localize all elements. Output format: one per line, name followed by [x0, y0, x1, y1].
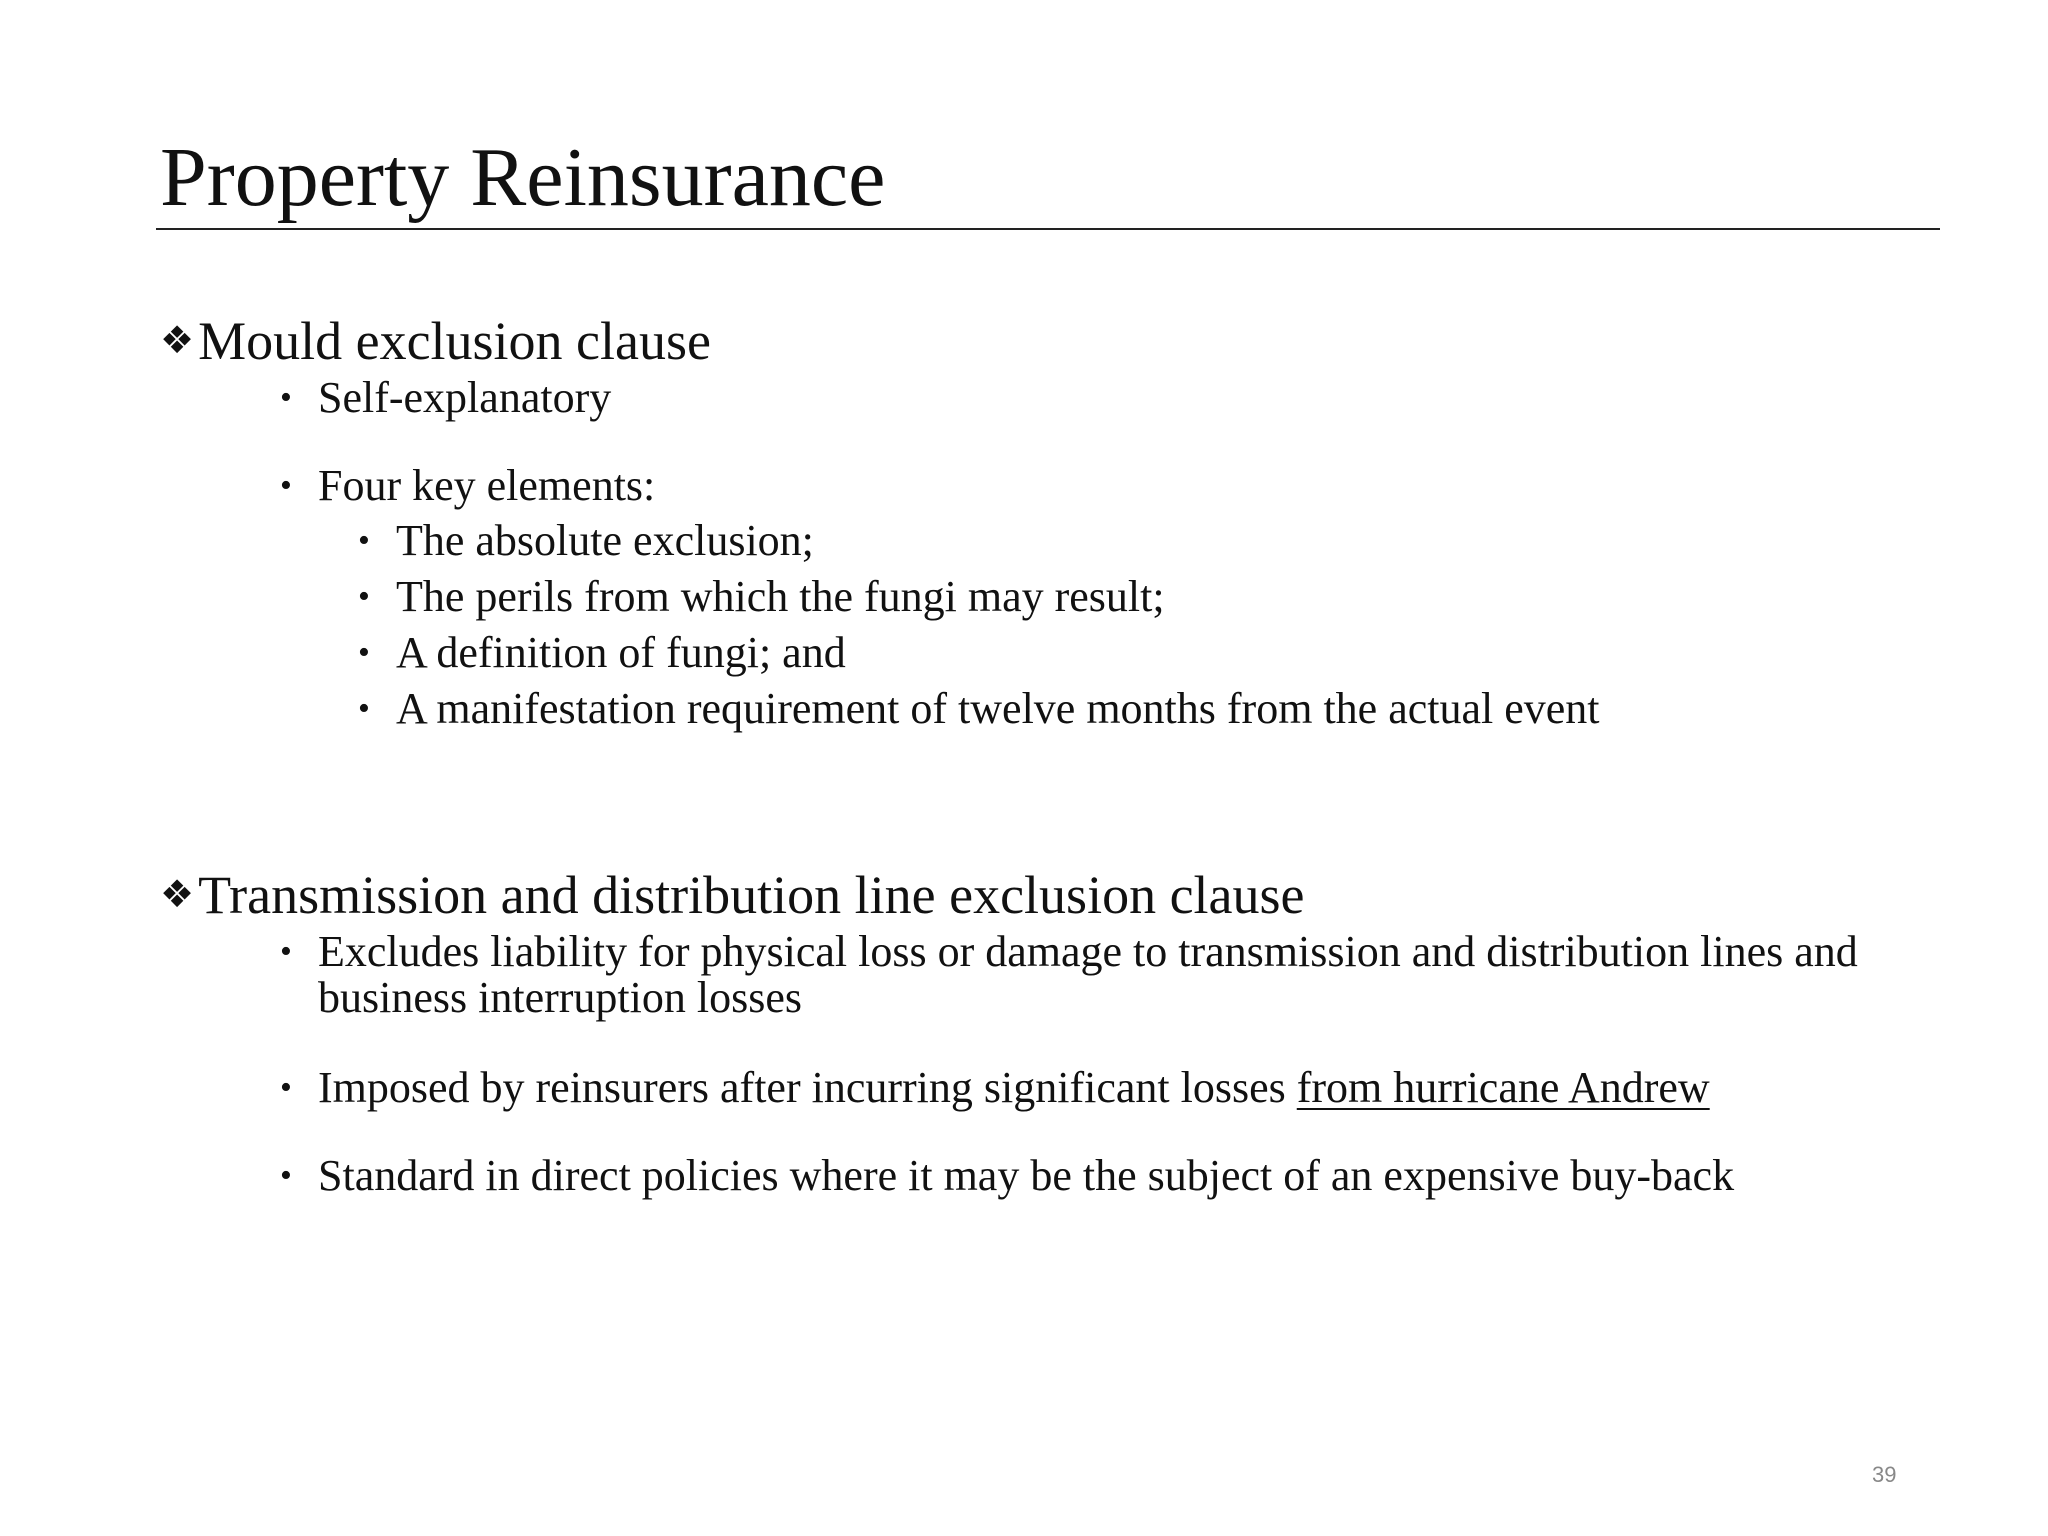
list-item: [280, 463, 1940, 509]
sub-bullet-text: The absolute exclusion;: [396, 516, 814, 565]
sub-bullet-text: The perils from which the fungi may result;: [396, 572, 1165, 621]
bullet-text: Excludes liability for physical loss or damage to transmission and distribution lines and business interruption losses: [318, 927, 1858, 1022]
list-item: [280, 375, 1940, 421]
slide-title: Property Reinsurance: [160, 131, 886, 224]
diamond-cluster-icon: ❖: [160, 872, 195, 916]
list-item: [280, 929, 1878, 1021]
bullet-text: Self-explanatory: [318, 373, 612, 422]
sub-bullet-text: A manifestation requirement of twelve months from the actual event: [396, 684, 1600, 733]
list-item: [280, 1065, 1940, 1111]
bullet-text: Four key elements:: [318, 461, 656, 510]
bullet-text: Imposed by reinsurers after incurring significant losses: [318, 1063, 1297, 1112]
sub-list-item: [358, 681, 1940, 737]
page-number: 39: [1872, 1462, 1897, 1487]
section-heading: [160, 308, 1940, 373]
section-transmission-exclusion: [160, 862, 1940, 1199]
section-heading-text: Mould exclusion clause: [198, 311, 711, 371]
sub-list-item: [358, 513, 1940, 569]
bullet-text: Standard in direct policies where it may be the subject of an expensive buy-back: [318, 1151, 1735, 1200]
title-divider: [156, 228, 1940, 230]
sub-list-item: [358, 569, 1940, 625]
list-item: [280, 1153, 1940, 1199]
section-mould-exclusion: [160, 308, 1940, 737]
diamond-cluster-icon: ❖: [160, 318, 195, 362]
underlined-text: from hurricane Andrew: [1296, 1063, 1710, 1112]
sub-bullet-text: A definition of fungi; and: [396, 628, 846, 677]
section-heading: [160, 862, 1940, 927]
section-heading-text: Transmission and distribution line exclusion clause: [198, 865, 1305, 925]
sub-list-item: [358, 625, 1940, 681]
